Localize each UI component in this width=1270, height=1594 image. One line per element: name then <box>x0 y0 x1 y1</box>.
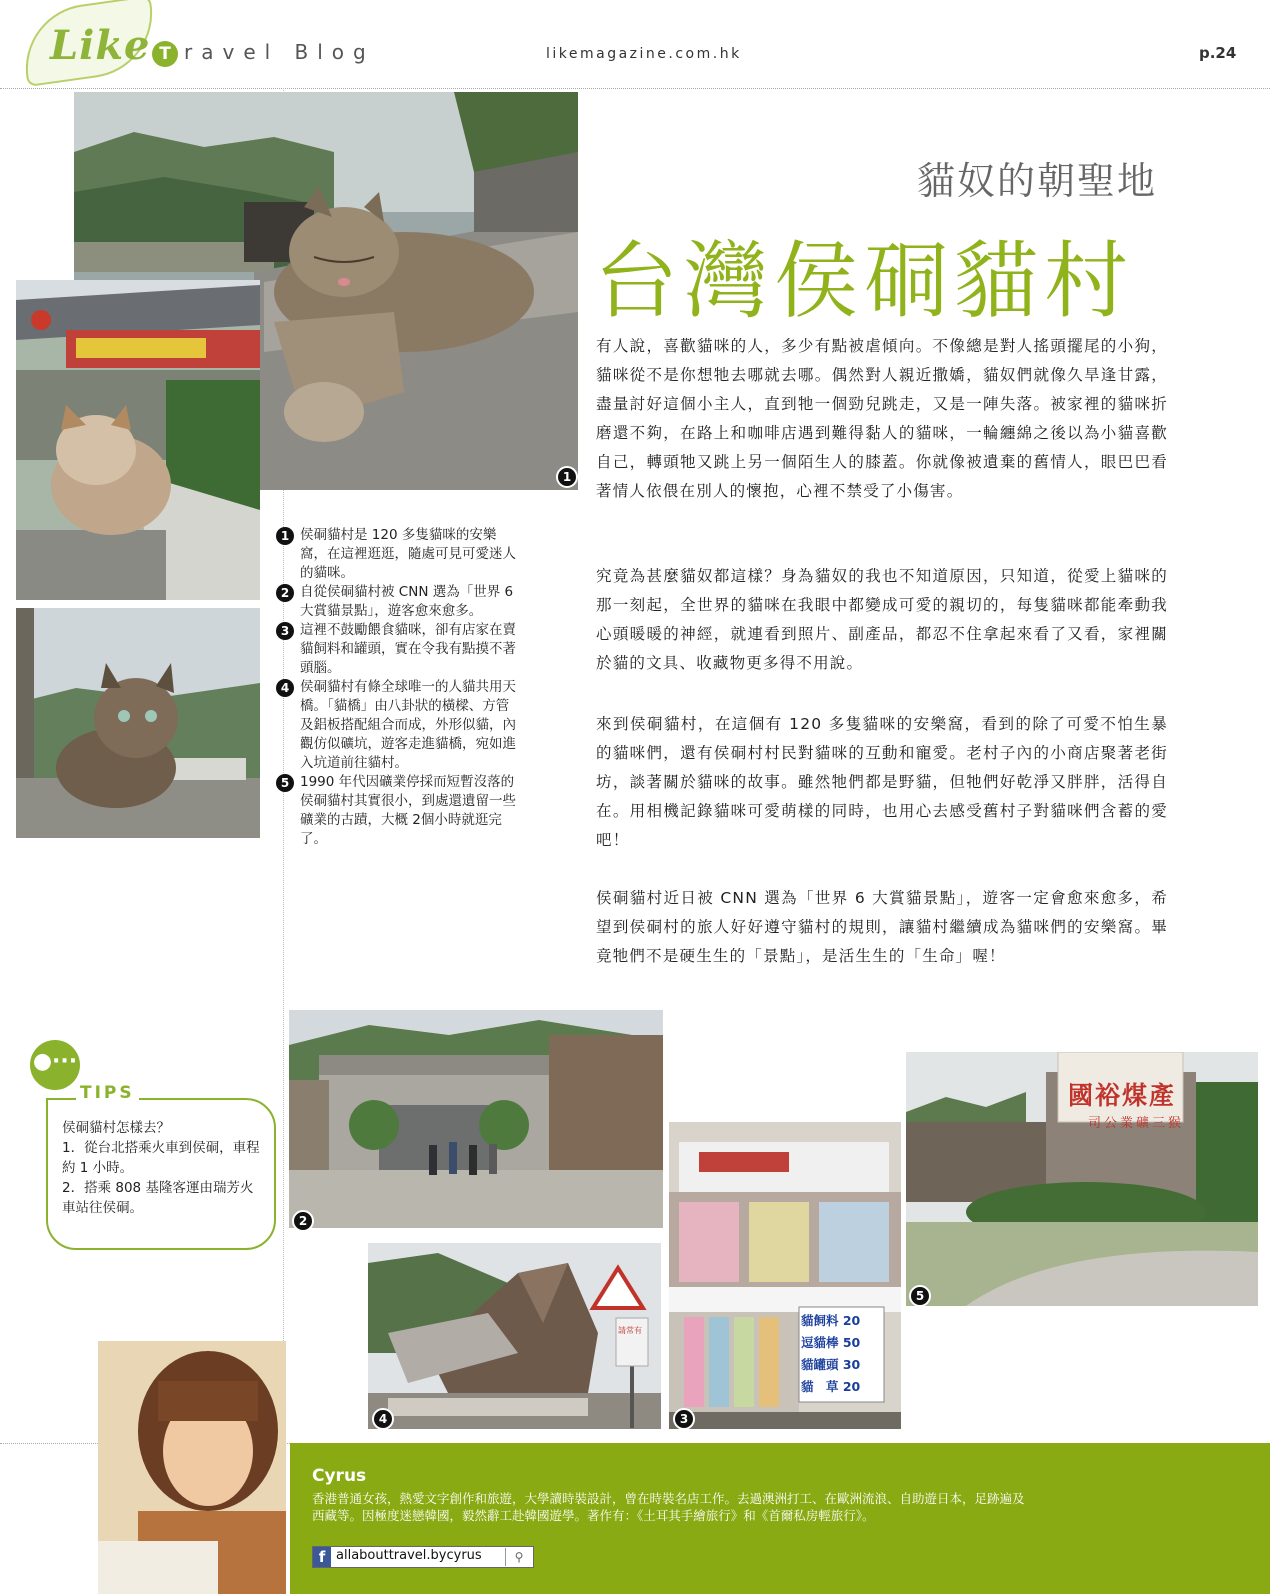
caption-number: 2 <box>276 584 294 602</box>
photo-badge-2: 2 <box>292 1210 314 1232</box>
caption-text: 侯硐貓村是 120 多隻貓咪的安樂窩，在這裡逛逛，隨處可見可愛迷人的貓咪。 <box>300 527 516 581</box>
mine-sign: 國裕煤產 <box>1068 1081 1177 1110</box>
logo-initial: T <box>152 41 178 67</box>
body-paragraph-4: 侯硐貓村近日被 CNN 選為「世界 6 大賞貓景點」，遊客一定會愈來愈多，希望到侯硐村的旅人好好遵守貓村的規則，讓貓村繼續成為貓咪們的安樂窩。畢竟牠們不是硬生生的「景點」，是活生生的「生命」喔！ <box>596 889 1168 965</box>
photo-station <box>289 1010 663 1228</box>
caption-text: 自從侯硐貓村被 CNN 選為「世界 6 大賞貓景點」，遊客愈來愈多。 <box>300 584 514 619</box>
caption-number: 4 <box>276 679 294 697</box>
photo-badge-3: 3 <box>673 1408 695 1430</box>
author-photo <box>98 1341 286 1594</box>
body-paragraph-2: 究竟為甚麼貓奴都這樣？身為貓奴的我也不知道原因，只知道，從愛上貓咪的那一刻起，全世界的貓咪在我眼中都變成可愛的親切的，每隻貓咪都能牽動我心頭暖暖的神經，就連看到照片、副產品，都忍不住拿起來看了又看，家裡關於貓的文具、收藏物更多得不用說。 <box>596 567 1168 672</box>
logo-like: Like <box>50 22 151 69</box>
caption-number: 5 <box>276 774 294 792</box>
body-paragraph-3: 來到侯硐貓村，在這個有 120 多隻貓咪的安樂窩，看到的除了可愛不怕生暴的貓咪們，還有侯硐村村民對貓咪的互動和寵愛。老村子內的小商店聚著老街坊，談著關於貓咪的故事。雖然牠們都是野貓，但牠們好乾淨又胖胖，活得自在。用相機記錄貓咪可愛萌樣的同時，也用心去感受舊村子對貓咪們含蓄的愛吧！ <box>596 715 1168 849</box>
caption-5 <box>276 773 516 849</box>
author-name: Cyrus <box>312 1466 367 1486</box>
price-line-3: 貓罐頭 30 <box>801 1357 861 1372</box>
page-number: p.24 <box>1199 44 1237 62</box>
facebook-page-name[interactable]: allabouttravel.bycyrus <box>336 1548 482 1563</box>
tips-line-1: 侯硐貓村怎樣去？ <box>62 1120 170 1136</box>
shop-price-sign <box>801 1310 885 1398</box>
tips-line-2: 1．從台北搭乘火車到侯硐，車程約 1 小時。 <box>62 1140 260 1176</box>
site-url: likemagazine.com.hk <box>546 46 742 62</box>
tips-label: TIPS <box>76 1083 139 1103</box>
photo-badge-4: 4 <box>372 1408 394 1430</box>
caption-4 <box>276 678 516 773</box>
article-title: 台灣侯硐貓村 <box>594 232 1135 330</box>
caption-text: 1990 年代因礦業停採而短暫沒落的侯硐貓村其實很小，到處還遺留一些礦業的古蹟，大概 2個小時就逛完了。 <box>300 774 516 847</box>
photo-tabby-cat <box>16 608 260 838</box>
photo-badge-1: 1 <box>556 466 578 488</box>
mine-sign-sub: 司公業礦三猴 <box>1088 1116 1185 1131</box>
caption-number: 1 <box>276 527 294 545</box>
section-name: ravel Blog <box>184 40 375 64</box>
caption-number: 3 <box>276 622 294 640</box>
photo-calico-cat <box>16 280 260 600</box>
search-icon[interactable]: ⚲ <box>505 1548 532 1566</box>
photo-badge-5: 5 <box>909 1285 931 1307</box>
caption-2 <box>276 583 516 621</box>
caption-text: 侯硐貓村有條全球唯一的人貓共用天橋。「貓橋」由八卦狀的橫樑、方管及鋁板搭配組合而成，外形似貓，內觀仿似礦坑，遊客走進貓橋，宛如進入坑道前往貓村。 <box>300 679 516 771</box>
price-line-1: 貓飼料 20 <box>801 1313 861 1328</box>
body-paragraph-1: 有人說，喜歡貓咪的人，多少有點被虐傾向。不像總是對人搖頭擺尾的小狗，貓咪從不是你想牠去哪就去哪。偶然對人親近撒嬌，貓奴們就像久旱逢甘露，盡量討好這個小主人，直到牠一個勁兒跳走，又是一陣失落。被家裡的貓咪折磨還不夠，在路上和咖啡店遇到難得黏人的貓咪，一輪纏綿之後以為小貓喜歡自己，轉頭牠又跳上另一個陌生人的膝蓋。你就像被遺棄的舊情人，眼巴巴看著情人依偎在別人的懷抱，心裡不禁受了小傷害。 <box>596 337 1168 500</box>
price-line-2: 逗貓棒 50 <box>801 1335 861 1350</box>
photo-cat-bridge <box>368 1243 661 1429</box>
facebook-icon: f <box>313 1547 331 1567</box>
price-line-4: 貓 草 20 <box>801 1379 861 1394</box>
author-bio: 香港普通女孩，熱愛文字創作和旅遊，大學讀時裝設計，曾在時裝名店工作。去過澳洲打工、在歐洲流浪、自助遊日本，足跡遍及西藏等。因極度迷戀韓國，毅然辭工赴韓國遊學。著作有：《土耳其手繪旅行》和《首爾私房輕旅行》。 <box>312 1491 1025 1523</box>
tips-text <box>62 1118 262 1218</box>
caption-text: 這裡不鼓勵餵食貓咪，卻有店家在賣貓飼料和罐頭，實在令我有點摸不著頭腦。 <box>300 622 516 676</box>
article-subtitle: 貓奴的朝聖地 <box>917 159 1158 203</box>
header-divider <box>0 88 1270 89</box>
tips-line-3: 2．搭乘 808 基隆客運由瑞芳火車站往侯硐。 <box>62 1180 254 1216</box>
tips-speech-icon: ●··· <box>30 1040 80 1090</box>
caption-1 <box>276 526 516 583</box>
caption-3 <box>276 621 516 678</box>
photo-captions <box>276 526 516 849</box>
sign-text: 請常有 <box>618 1326 642 1335</box>
